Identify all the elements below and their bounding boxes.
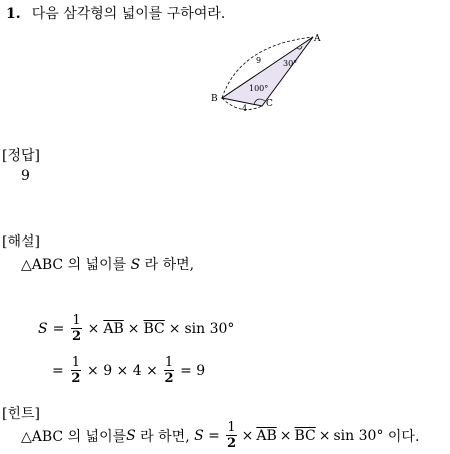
label-side-bc: 4 [242,104,248,113]
hint-half-denominator: 2 [226,436,236,451]
label-side-ab: 9 [256,56,262,65]
explanation-heading: [해설] [2,234,40,250]
label-angle-c: 100° [249,84,269,93]
question-line [6,3,225,23]
formula-half-2 [71,356,81,385]
times-1: × [87,320,100,337]
triangle-shape [222,37,313,106]
half-numerator-2: 1 [71,355,81,370]
half-denominator-3: 2 [164,371,174,386]
hint-segment-bc: $\overline{BC}$ [294,427,316,444]
formula-s: S [38,320,48,337]
explanation-var-s: S [130,257,141,273]
hint-equals: = [203,427,225,444]
hint-half-numerator: 1 [227,420,236,435]
formula-middle: × 9 × 4 × [87,362,158,379]
half-numerator: 1 [72,313,81,328]
hint-text-pre: △ABC 의 넓이를 [21,428,127,445]
triangle-figure [205,28,325,114]
formula-line-1 [38,314,234,343]
label-vertex-a: A [314,34,321,44]
times-2: × [127,320,140,337]
question-number: 1. [6,6,21,22]
explanation-intro-end: 라 하면, [140,257,195,273]
hint-times-2: × [279,427,292,444]
segment-ab: $\overline{AB}$ [103,320,124,337]
hint-times-3: × [318,427,331,444]
half-denominator: 2 [71,329,81,344]
sin-term: sin 30° [184,320,235,337]
formula-half-3 [164,356,174,385]
hint-sin-term: sin 30° [333,427,384,444]
formula-equals-1: = [52,320,65,337]
answer-value: 9 [21,168,30,184]
half-numerator-3: 1 [164,355,174,370]
formula-half [71,314,81,343]
hint-times-1: × [241,427,254,444]
formula-result: = 9 [180,362,206,379]
hint-line [21,421,419,450]
explanation-intro [21,254,194,274]
hint-s: S [194,427,204,444]
answer-heading: [정답] [2,148,40,164]
hint-segment-ab: $\overline{AB}$ [256,427,277,444]
hint-text-post: 이다. [383,428,420,445]
hint-half [226,421,236,450]
formula-equals-2: = [52,362,64,379]
label-vertex-b: B [211,94,218,104]
question-text: 다음 삼각형의 넓이를 구하여라. [31,6,226,22]
label-vertex-c: C [266,99,273,109]
times-3: × [168,320,181,337]
hint-text-mid: 라 하면, [135,428,195,445]
segment-bc: $\overline{BC}$ [143,320,165,337]
hint-heading: [힌트] [2,406,40,422]
hint-var-s: S [126,427,136,444]
explanation-intro-text: △ABC 의 넓이를 [21,257,131,273]
half-denominator-2: 2 [71,371,81,386]
label-angle-a: 30° [283,59,298,68]
formula-line-2 [52,356,205,385]
